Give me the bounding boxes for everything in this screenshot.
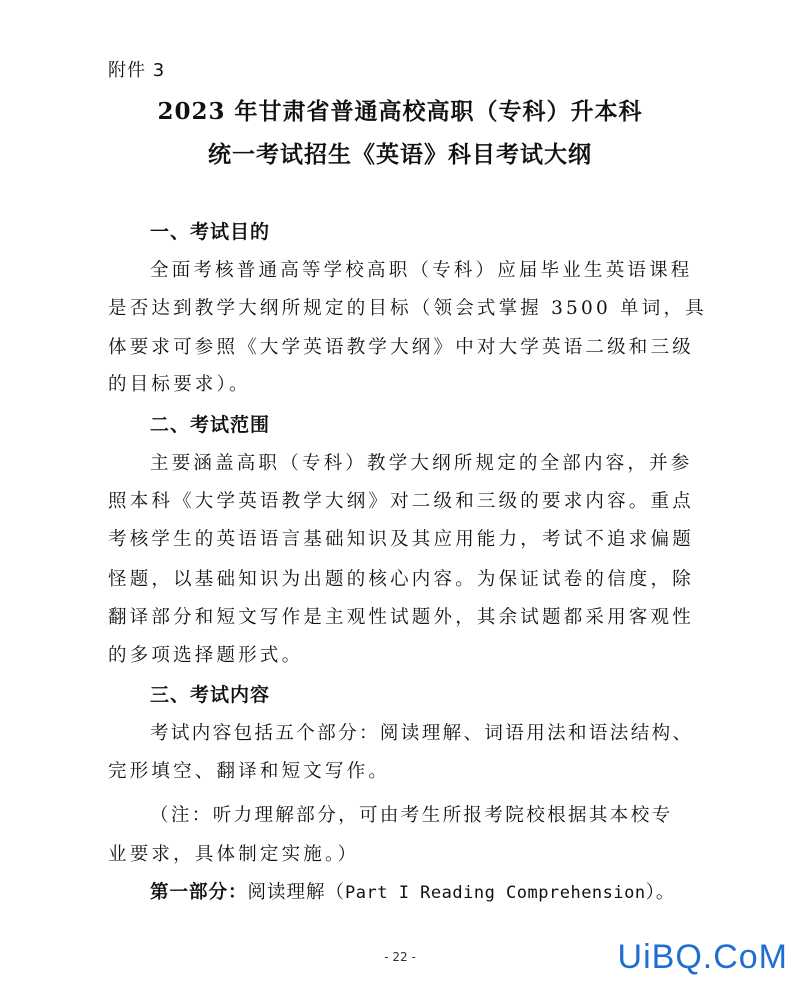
paragraph-line: 的目标要求）。 [108, 374, 251, 395]
part-one-text: 阅读理解（ [247, 882, 346, 903]
section-heading-scope: 二、考试范围 [150, 414, 271, 436]
paragraph-line: 怪题，以基础知识为出题的核心内容。为保证试卷的信度，除 [108, 569, 694, 590]
page-number: - 22 - [384, 950, 416, 964]
section-heading-purpose: 一、考试目的 [150, 221, 271, 243]
paragraph-line: 考核学生的英语语言基础知识及其应用能力，考试不追求偏题 [108, 529, 694, 550]
part-one-line [150, 878, 675, 904]
paragraph-line: 全面考核普通高等学校高职（专科）应届毕业生英语课程 [150, 260, 693, 281]
paragraph-line: 照本科《大学英语教学大纲》对二级和三级的要求内容。重点 [108, 491, 694, 512]
paragraph-line: 完形填空、翻译和短文写作。 [108, 761, 391, 782]
paragraph-line: 翻译部分和短文写作是主观性试题外，其余试题都采用客观性 [108, 607, 694, 628]
part-one-close: ）。 [645, 882, 676, 903]
paragraph-line: 考试内容包括五个部分：阅读理解、词语用法和语法结构、 [150, 723, 694, 744]
paragraph-line: 主要涵盖高职（专科）教学大纲所规定的全部内容，并参 [150, 453, 693, 474]
section-heading-content: 三、考试内容 [150, 684, 271, 706]
document-title-line-2: 统一考试招生《英语》科目考试大纲 [208, 141, 592, 168]
part-one-english: Part I Reading Comprehension [345, 883, 646, 903]
paragraph-line: 的多项选择题形式。 [108, 645, 304, 666]
attachment-label: 附件 3 [108, 60, 166, 81]
paragraph-line: 体要求可参照《大学英语教学大纲》中对大学英语二级和三级 [108, 337, 694, 358]
part-one-label: 第一部分： [150, 882, 248, 903]
paragraph-line: 是否达到教学大纲所规定的目标（领会式掌握 3500 单词，具 [108, 298, 707, 319]
note-line: 业要求，具体制定实施。） [108, 844, 360, 865]
site-watermark: UiBQ.CoM [617, 938, 788, 976]
document-title-line-1: 2023 年甘肃省普通高校高职（专科）升本科 [157, 98, 643, 125]
note-line: （注：听力理解部分，可由考生所报考院校根据其本校专 [150, 805, 673, 826]
